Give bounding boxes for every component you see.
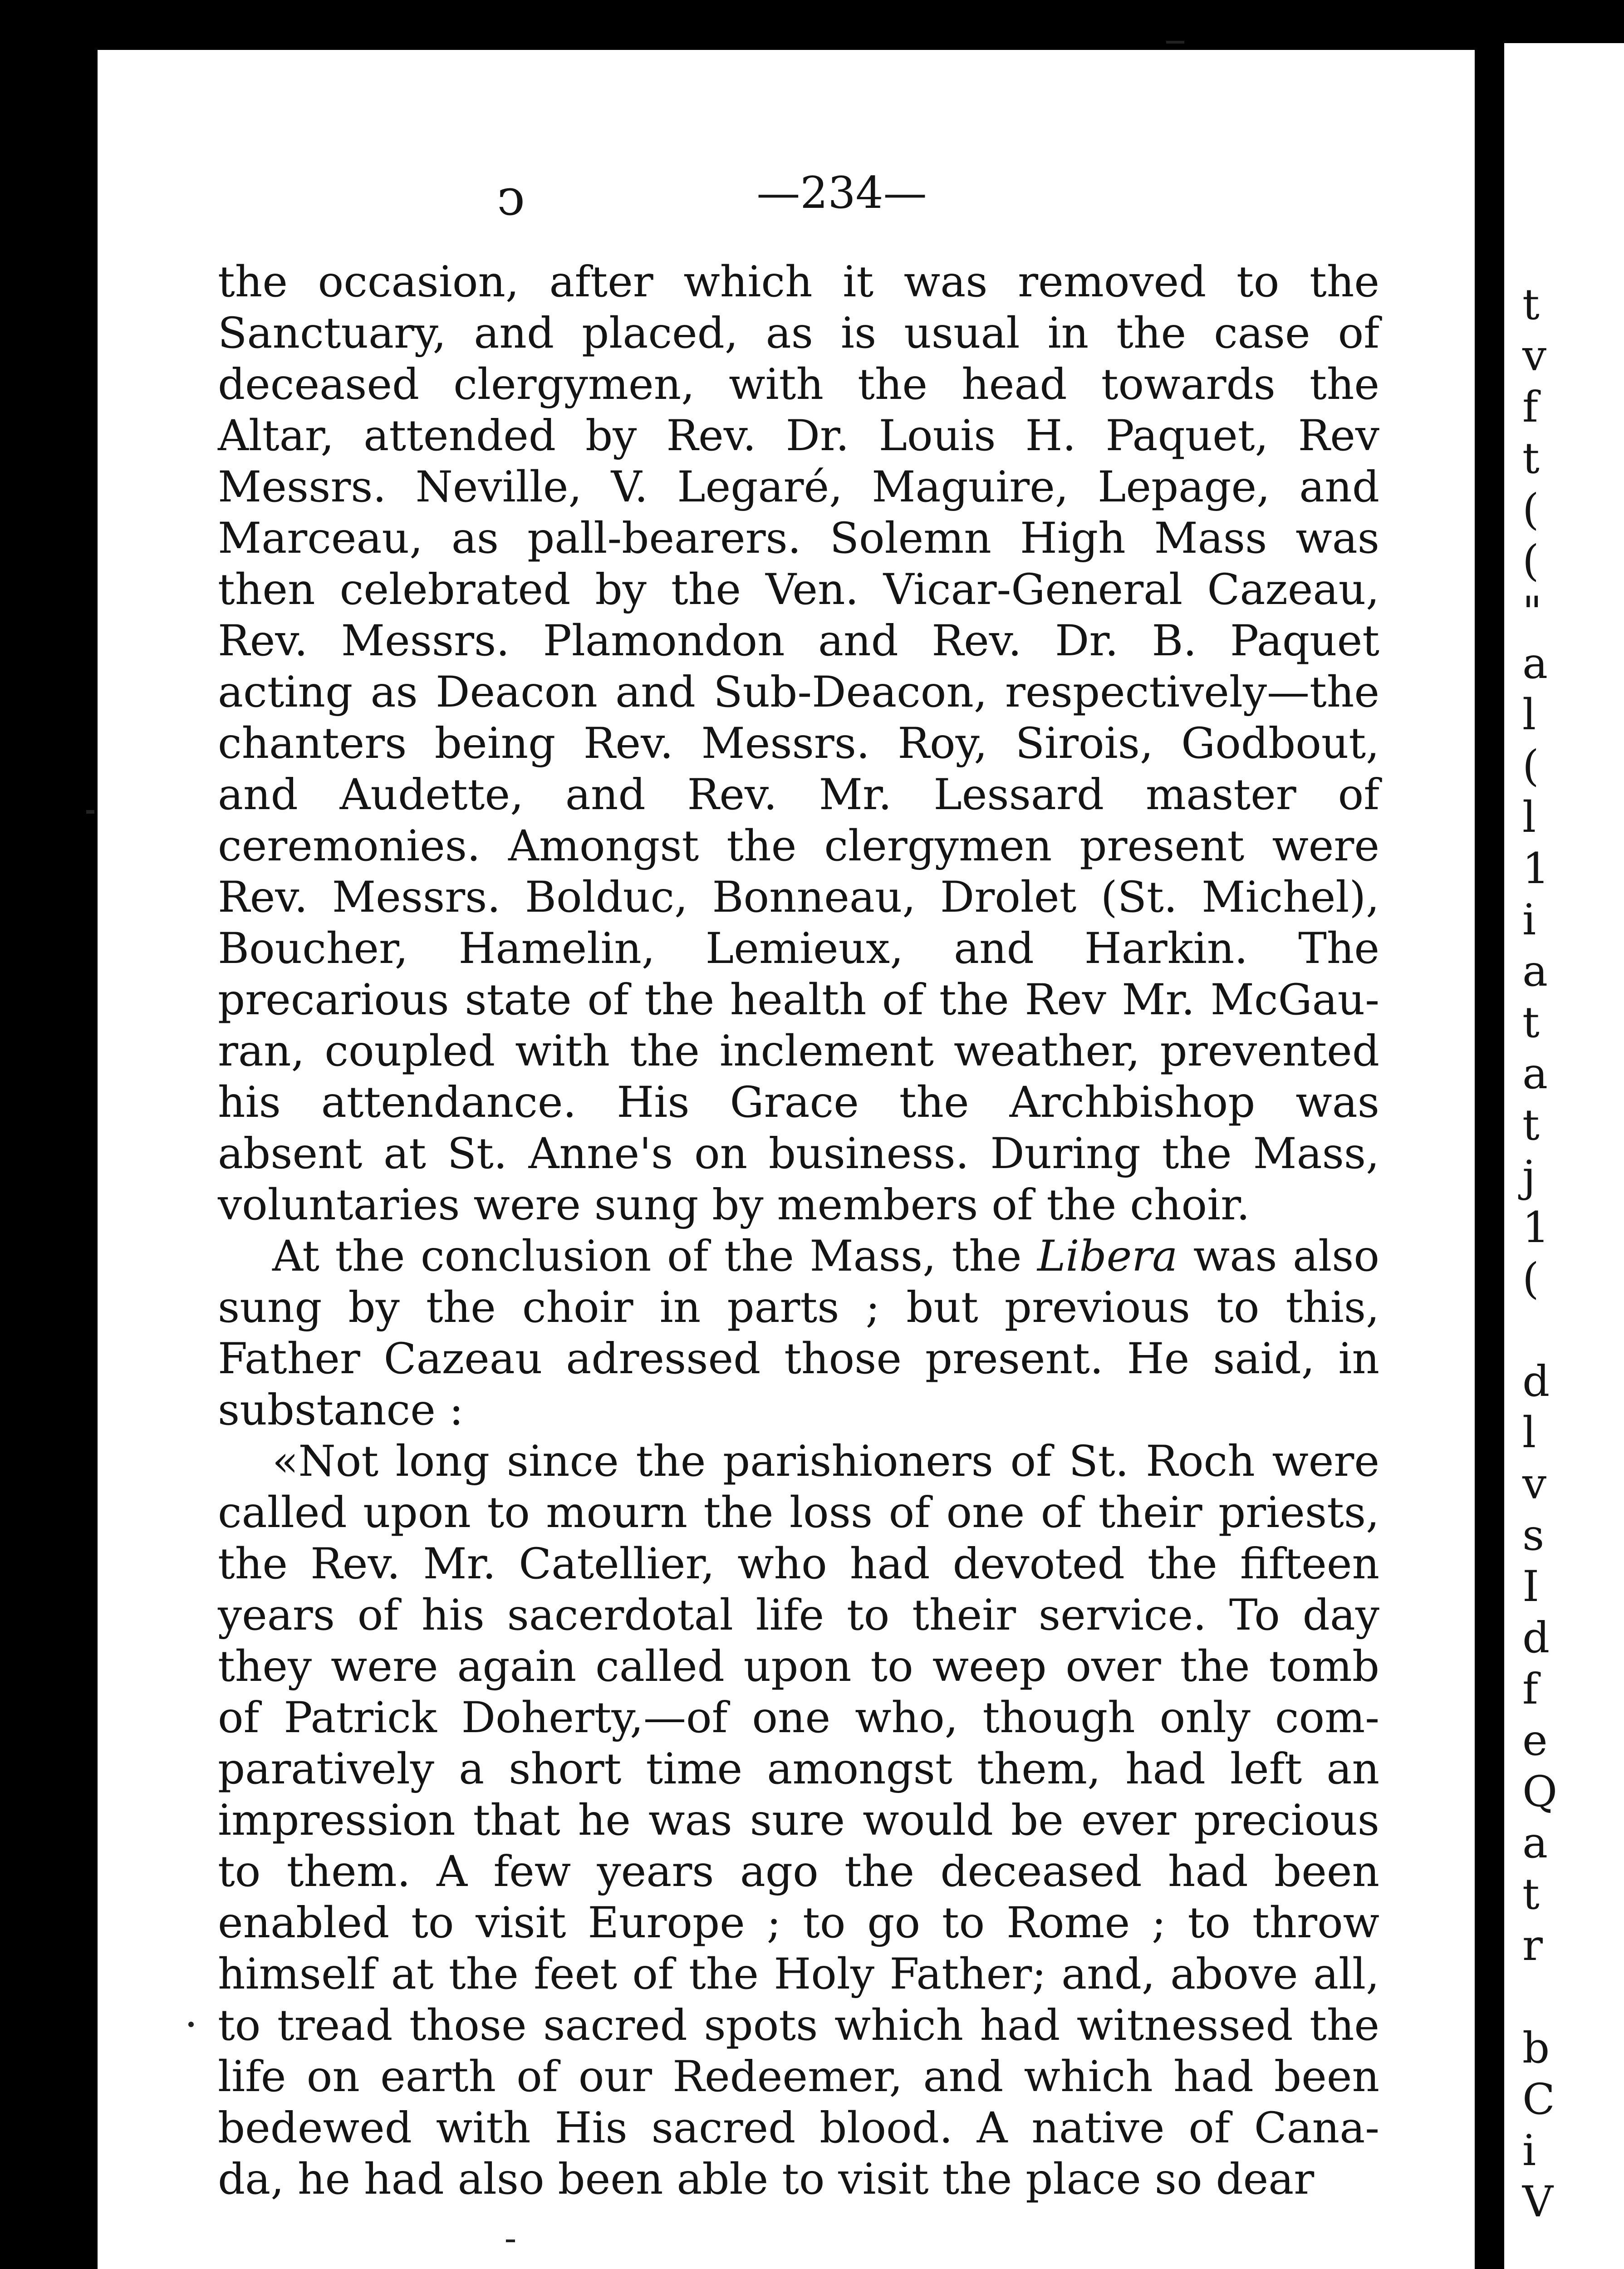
text-line: Altar, attended by Rev. Dr. Louis H. Paquet, Rev — [218, 411, 1379, 461]
facing-fragment: f — [1522, 383, 1538, 432]
text-line: bedewed with His sacred blood. A native of Cana- — [218, 2103, 1379, 2153]
facing-fragment: a — [1522, 1049, 1548, 1099]
facing-fragment: a — [1522, 1818, 1548, 1868]
text-line: to them. A few years ago the deceased had been — [218, 1847, 1379, 1896]
facing-fragment: e — [1522, 1716, 1548, 1765]
facing-fragment: C — [1522, 2075, 1555, 2124]
print-speck — [506, 2240, 515, 2242]
facing-fragment: t — [1522, 434, 1540, 483]
text-line: his attendance. His Grace the Archbishop was — [218, 1078, 1379, 1127]
text-line: absent at St. Anne's on business. During the Mass, — [218, 1129, 1379, 1179]
text-line: acting as Deacon and Sub-Deacon, respectively—the — [218, 668, 1379, 717]
text-line: deceased clergymen, with the head towards the — [218, 360, 1379, 409]
facing-fragment: ( — [1522, 742, 1539, 791]
text-line: sung by the choir in parts ; but previous to this, — [218, 1283, 1379, 1332]
facing-fragment: Q — [1522, 1767, 1558, 1817]
text-line: Rev. Messrs. Bolduc, Bonneau, Drolet (St. Michel), — [218, 873, 1379, 922]
facing-fragment: I — [1522, 1562, 1540, 1611]
facing-fragment: t — [1522, 1100, 1540, 1150]
text-line: they were again called upon to weep over the tomb — [218, 1642, 1379, 1691]
facing-fragment: t — [1522, 1870, 1540, 1919]
facing-fragment: 1 — [1522, 844, 1550, 894]
facing-fragment: l — [1522, 690, 1536, 740]
text-line: ran, coupled with the inclement weather, prevented — [218, 1026, 1379, 1076]
body-text — [218, 256, 1379, 2205]
facing-fragment: a — [1522, 947, 1548, 996]
facing-fragment: v — [1522, 331, 1547, 381]
facing-fragment: ( — [1522, 536, 1539, 586]
facing-fragment: t — [1522, 998, 1540, 1047]
text-line-segment: At the conclusion of the Mass, the — [272, 1232, 1037, 1281]
facing-fragment: j — [1522, 1152, 1536, 1201]
text-line: of Patrick Doherty,—of one who, though only com- — [218, 1693, 1379, 1743]
corner-mark: ↄ — [497, 168, 525, 226]
facing-fragment: b — [1522, 2023, 1550, 2073]
text-line: Marceau, as pall-bearers. Solemn High Mass was — [218, 514, 1379, 563]
text-line: then celebrated by the Ven. Vicar-General Cazeau, — [218, 565, 1379, 614]
facing-fragment: ( — [1522, 1254, 1539, 1304]
facing-fragment: i — [1522, 895, 1536, 945]
text-line: years of his sacerdotal life to their service. To day — [218, 1591, 1379, 1640]
text-line: ceremonies. Amongst the clergymen present were — [218, 821, 1379, 871]
text-line: precarious state of the health of the Rev Mr. McGau- — [218, 975, 1379, 1025]
facing-page-edge — [1504, 43, 1624, 2269]
facing-page-fragments — [1522, 279, 1624, 2228]
text-line: impression that he was sure would be ever precious — [218, 1796, 1379, 1845]
facing-fragment: s — [1522, 1511, 1545, 1560]
facing-fragment: i — [1522, 2126, 1536, 2176]
facing-fragment — [1522, 1305, 1624, 1356]
text-line: Sanctuary, and placed, as is usual in the case of — [218, 309, 1379, 358]
page-number: —234— — [756, 167, 927, 218]
text-line: Rev. Messrs. Plamondon and Rev. Dr. B. Paquet — [218, 616, 1379, 666]
text-line: Messrs. Neville, V. Legaré, Maguire, Lepage, and — [218, 462, 1379, 512]
text-line: life on earth of our Redeemer, and which had been — [218, 2052, 1379, 2102]
text-line: the occasion, after which it was removed to the — [218, 257, 1379, 307]
text-line: the Rev. Mr. Catellier, who had devoted the fifteen — [218, 1539, 1379, 1589]
print-speck — [1166, 41, 1184, 44]
facing-fragment: r — [1522, 1921, 1543, 1970]
text-line: Father Cazeau adressed those present. He said, in — [218, 1334, 1379, 1384]
text-line: paratively a short time amongst them, had left an — [218, 1744, 1379, 1794]
text-line: substance : — [218, 1385, 464, 1435]
text-line: «Not long since the parishioners of St. Roch were — [272, 1437, 1379, 1486]
text-line: himself at the feet of the Holy Father; and, above all, — [218, 1950, 1379, 1999]
print-speck — [86, 810, 94, 814]
text-line: Boucher, Hamelin, Lemieux, and Harkin. The — [218, 924, 1379, 973]
text-line: voluntaries were sung by members of the choir. — [218, 1180, 1250, 1230]
text-line: enabled to visit Europe ; to go to Rome ; to throw — [218, 1898, 1379, 1948]
facing-fragment: 1 — [1522, 1203, 1550, 1252]
facing-fragment: l — [1522, 1408, 1536, 1458]
facing-fragment — [1522, 1971, 1624, 2023]
book-page — [98, 50, 1475, 2269]
facing-fragment: a — [1522, 639, 1548, 688]
text-line: chanters being Rev. Messrs. Roy, Sirois, Godbout, — [218, 719, 1379, 768]
italic-term: Libera — [1037, 1232, 1178, 1281]
text-line: and Audette, and Rev. Mr. Lessard master of — [218, 770, 1379, 820]
facing-fragment: d — [1522, 1613, 1550, 1663]
facing-fragment: ( — [1522, 485, 1539, 535]
facing-fragment: l — [1522, 793, 1536, 842]
facing-fragment: V — [1522, 2177, 1553, 2227]
text-line: da, he had also been able to visit the place so dear — [218, 2155, 1315, 2204]
text-line — [218, 1231, 1379, 1282]
text-line-segment: was also — [1178, 1232, 1379, 1281]
facing-fragment: d — [1522, 1357, 1550, 1406]
text-line: called upon to mourn the loss of one of their priests, — [218, 1488, 1379, 1537]
facing-fragment: t — [1522, 280, 1540, 329]
print-speck — [188, 2022, 194, 2027]
text-line: to tread those sacred spots which had witnessed the — [218, 2001, 1379, 2050]
facing-fragment: f — [1522, 1665, 1538, 1714]
facing-fragment: " — [1522, 588, 1542, 637]
facing-fragment: v — [1522, 1459, 1547, 1509]
